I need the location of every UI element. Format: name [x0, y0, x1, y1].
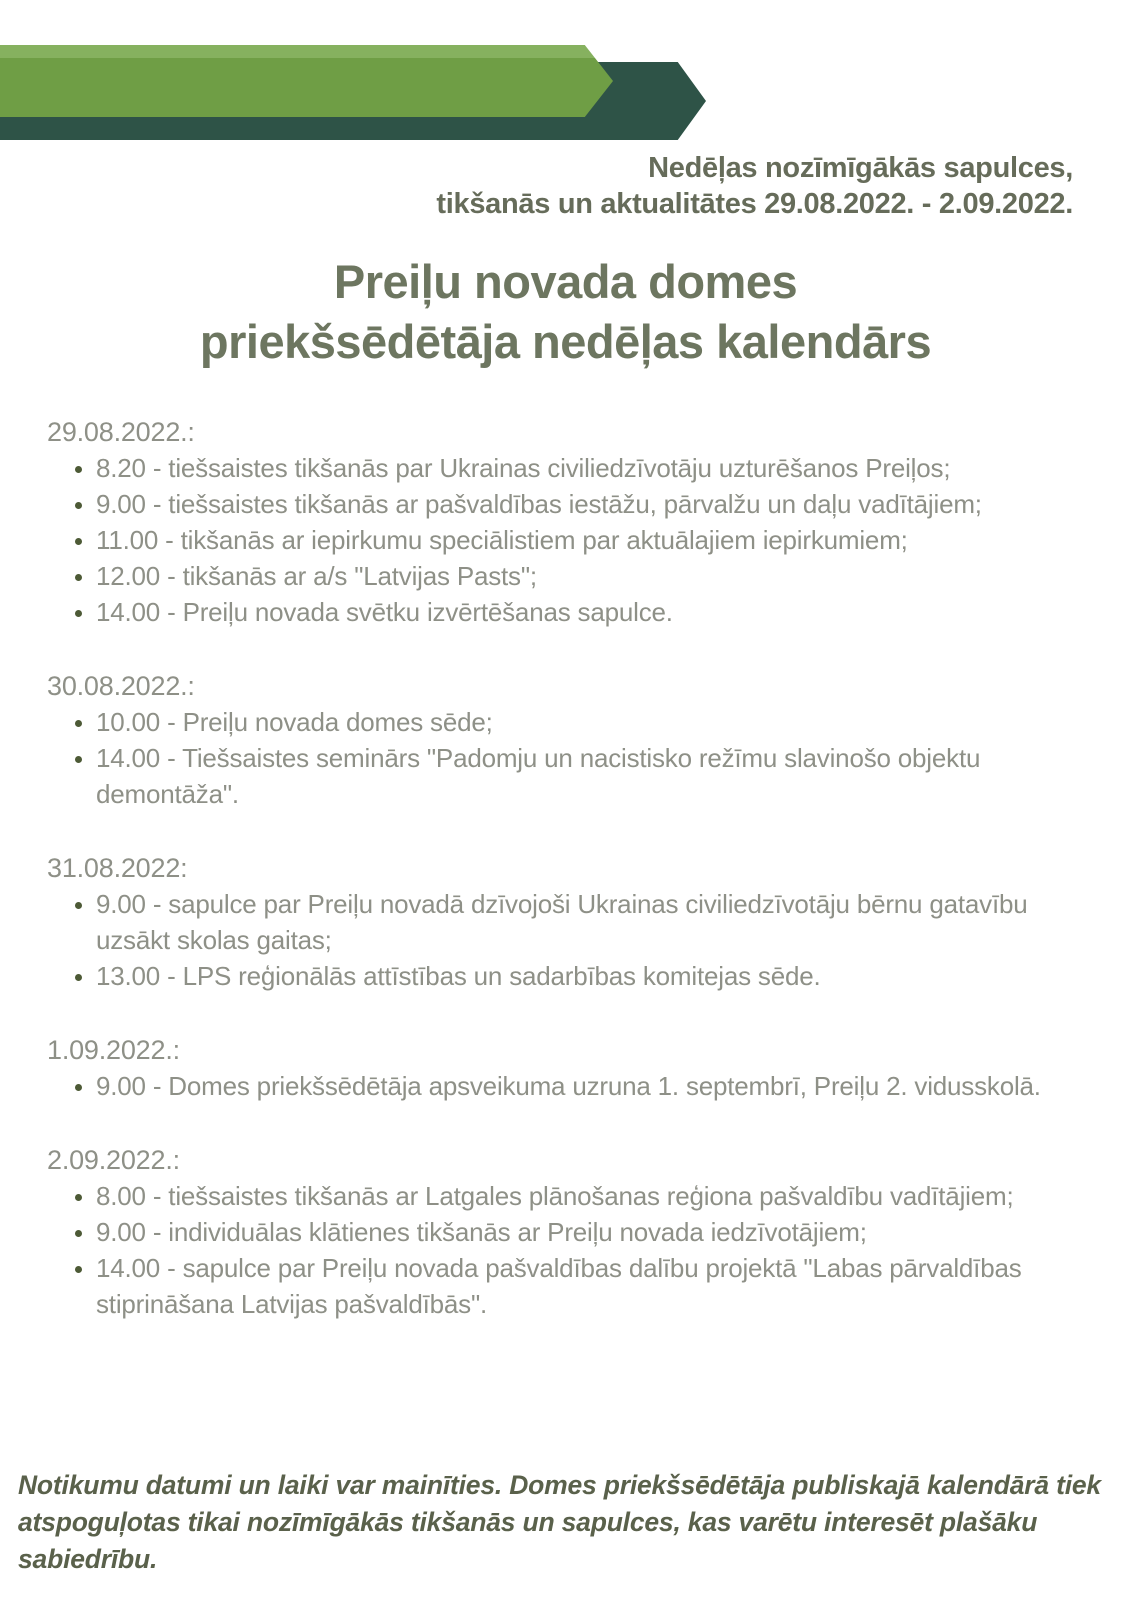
calendar-sections — [0, 414, 1131, 1322]
day-date: 31.08.2022: — [47, 853, 188, 883]
event-item: • 14.00 - Tiešsaistes seminārs "Padomju un nacistisko režīmu slavinošo objektu demontāža". — [96, 740, 1095, 812]
day-section — [47, 414, 1095, 630]
event-list — [47, 886, 1095, 994]
event-item: • 9.00 - Domes priekšsēdētāja apsveikuma uzruna 1. septembrī, Preiļu 2. vidusskolā. — [96, 1068, 1095, 1104]
page-title — [0, 252, 1131, 372]
event-item: • 14.00 - Preiļu novada svētku izvērtēšanas sapulce. — [96, 594, 1095, 630]
page-title-line1: Preiļu novada domes — [333, 255, 798, 308]
event-item: • 8.20 - tiešsaistes tikšanās par Ukrainas civiliedzīvotāju uzturēšanos Preiļos; — [96, 450, 1095, 486]
event-item: • 13.00 - LPS reģionālās attīstības un sadarbības komitejas sēde. — [96, 958, 1095, 994]
event-item: • 10.00 - Preiļu novada domes sēde; — [96, 704, 1095, 740]
day-section — [47, 850, 1095, 994]
day-date: 29.08.2022.: — [47, 417, 195, 447]
event-list — [47, 1068, 1095, 1104]
day-date: 2.09.2022.: — [47, 1145, 180, 1175]
page-title-line2: priekšsēdētāja nedēļas kalendārs — [199, 315, 932, 368]
event-item: • 9.00 - tiešsaistes tikšanās ar pašvaldības iestāžu, pārvalžu un daļu vadītājiem; — [96, 486, 1095, 522]
header-subtitle-line2: tikšanās un aktualitātes 29.08.2022. - 2.09.2022. — [436, 188, 1073, 220]
day-section — [47, 1032, 1095, 1104]
event-list — [47, 1178, 1095, 1322]
event-list — [47, 450, 1095, 630]
event-item: • 8.00 - tiešsaistes tikšanās ar Latgales plānošanas reģiona pašvaldību vadītājiem; — [96, 1178, 1095, 1214]
event-item: • 14.00 - sapulce par Preiļu novada pašvaldības dalību projektā "Labas pārvaldības stiprināšana Latvijas pašvaldībās". — [96, 1250, 1095, 1322]
banner — [0, 0, 1131, 142]
day-date: 30.08.2022.: — [47, 671, 195, 701]
day-section — [47, 1142, 1095, 1322]
event-item: • 9.00 - sapulce par Preiļu novadā dzīvojoši Ukrainas civiliedzīvotāju bērnu gatavību uzsākt skolas gaitas; — [96, 886, 1095, 958]
header-subtitle-line1: Nedēļas nozīmīgākās sapulces, — [648, 152, 1073, 184]
event-list — [47, 704, 1095, 812]
footer-note: Notikumu datumi un laiki var mainīties. Domes priekšsēdētāja publiskajā kalendārā tiek atspoguļotas tikai nozīmīgākās tikšanās un sapulces, kas varētu interesēt plašāku sabiedrību. — [18, 1470, 1101, 1574]
event-item: • 11.00 - tikšanās ar iepirkumu speciālistiem par aktuālajiem iepirkumiem; — [96, 522, 1095, 558]
event-item: • 9.00 - individuālas klātienes tikšanās ar Preiļu novada iedzīvotājiem; — [96, 1214, 1095, 1250]
day-section — [47, 668, 1095, 812]
event-item: • 12.00 - tikšanās ar a/s "Latvijas Pasts"; — [96, 558, 1095, 594]
light-arrow-shape — [0, 45, 613, 117]
day-date: 1.09.2022.: — [47, 1035, 180, 1065]
header-subtitle — [0, 150, 1131, 222]
